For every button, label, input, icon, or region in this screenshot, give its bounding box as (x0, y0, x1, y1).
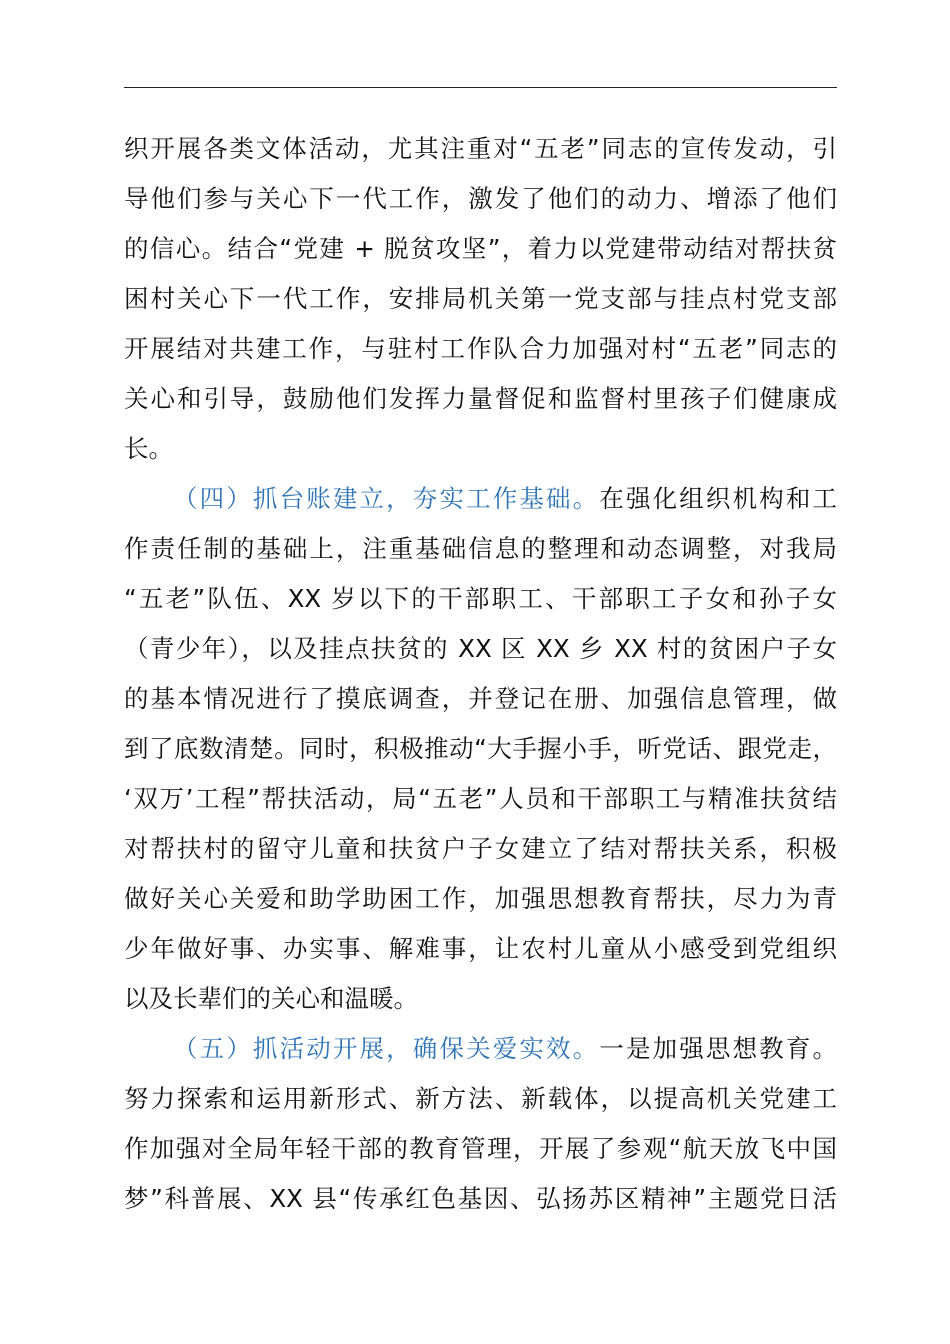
text-line: “五老”队伍、XX 岁以下的干部职工、干部职工子女和孙子女 (124, 584, 837, 613)
text-line: 努力探索和运用新形式、新方法、新载体，以提高机关党建工 (124, 1084, 837, 1113)
text-line: 作责任制的基础上，注重基础信息的整理和动态调整，对我局 (124, 534, 837, 563)
text-line: 开展结对共建工作，与驻村工作队合力加强对村“五老”同志的 (124, 334, 837, 363)
section-four (124, 474, 837, 1024)
text-line: 的信心。结合“党建 + 脱贫攻坚”，着力以党建带动结对帮扶贫 (124, 234, 837, 263)
section-five-heading: （五）抓活动开展，确保关爱实效。 (173, 1034, 600, 1063)
text-line: 少年做好事、办实事、解难事，让农村儿童从小感受到党组织 (124, 934, 837, 963)
text-line: 对帮扶村的留守儿童和扶贫户子女建立了结对帮扶关系，积极 (124, 834, 837, 863)
text-line: 到了底数清楚。同时，积极推动“大手握小手，听党话、跟党走， (124, 734, 837, 763)
section-five (124, 1024, 837, 1224)
section-four-first-line (124, 474, 837, 524)
text-line: （青少年），以及挂点扶贫的 XX 区 XX 乡 XX 村的贫困户子女 (124, 634, 837, 663)
text-line: 做好关心关爱和助学助困工作，加强思想教育帮扶，尽力为青 (124, 884, 837, 913)
section-four-heading: （四）抓台账建立，夯实工作基础。 (173, 484, 600, 513)
text-line: 梦”科普展、XX 县“传承红色基因、弘扬苏区精神”主题党日活 (124, 1184, 837, 1213)
text-line: 作加强对全局年轻干部的教育管理，开展了参观“航天放飞中国 (124, 1134, 837, 1163)
text-line: 以及长辈们的关心和温暖。 (124, 984, 418, 1013)
text-line: 的基本情况进行了摸底调查，并登记在册、加强信息管理，做 (124, 684, 837, 713)
text-line: 织开展各类文体活动，尤其注重对“五老”同志的宣传发动，引 (124, 134, 837, 163)
text-line: 关心和引导，鼓励他们发挥力量督促和监督村里孩子们健康成 (124, 384, 837, 413)
header-rule (124, 87, 837, 88)
section-four-first-line-text: 在强化组织机构和工 (599, 484, 838, 513)
section-five-first-line-text: 一是加强思想教育。 (599, 1034, 838, 1063)
text-line: ‘双万’工程”帮扶活动，局“五老”人员和干部职工与精准扶贫结 (124, 784, 837, 813)
paragraph-continuation (124, 124, 837, 474)
text-line: 困村关心下一代工作，安排局机关第一党支部与挂点村党支部 (124, 284, 837, 313)
text-line: 导他们参与关心下一代工作，激发了他们的动力、增添了他们 (124, 184, 837, 213)
section-five-first-line (124, 1024, 837, 1074)
document-body (124, 124, 837, 1224)
text-line: 长。 (124, 434, 173, 463)
